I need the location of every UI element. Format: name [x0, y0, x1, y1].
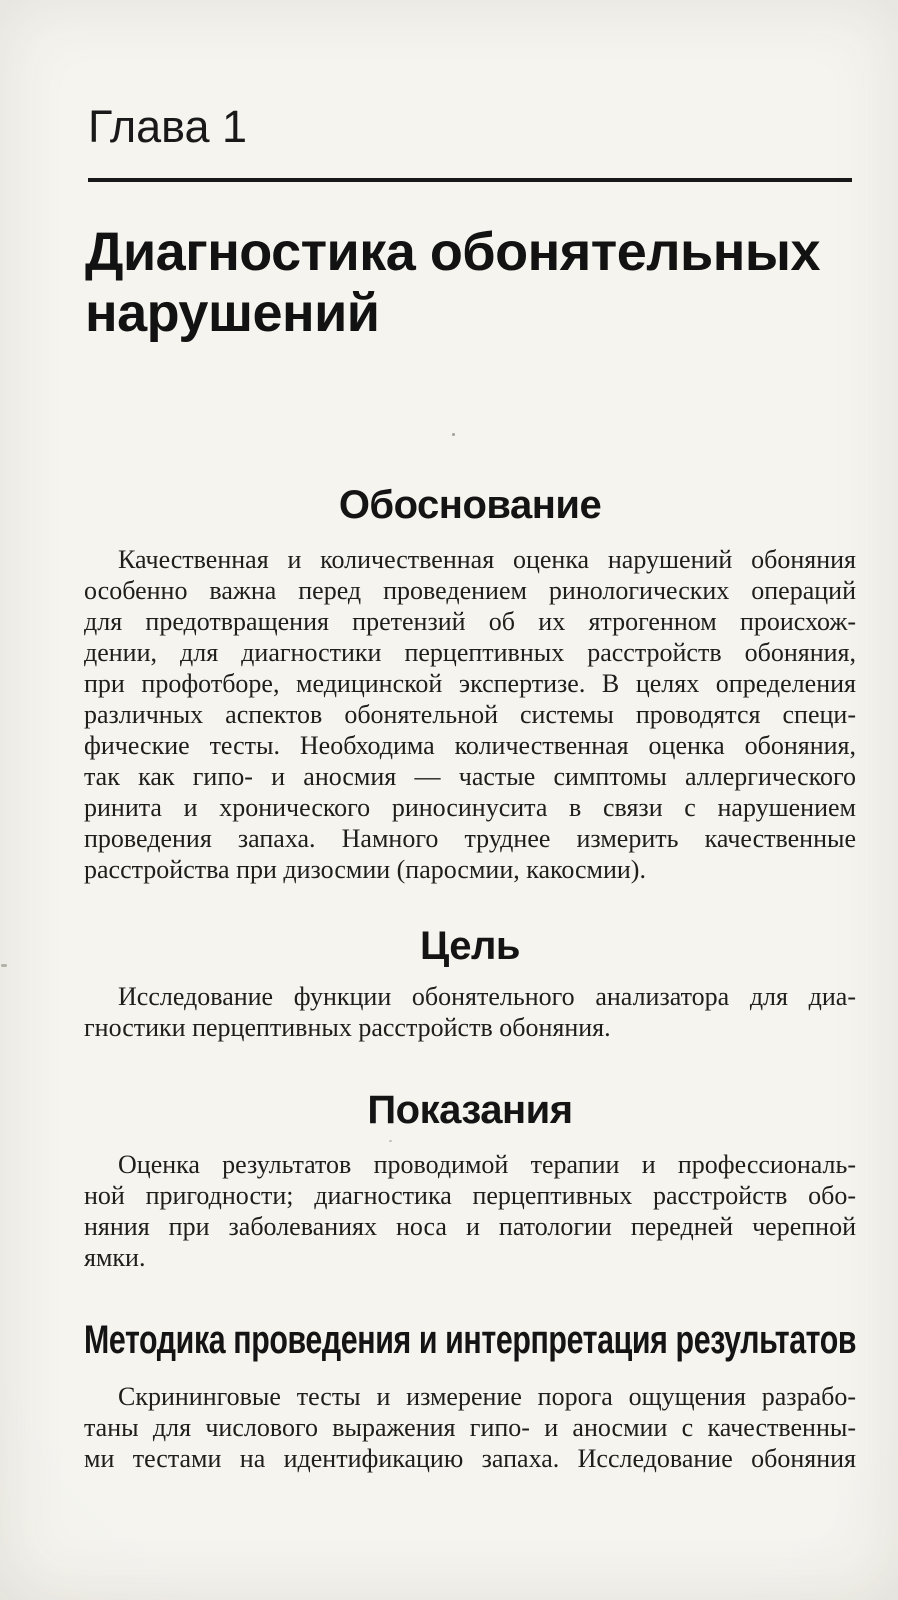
section-method [0, 1317, 898, 1474]
paragraph-method [84, 1381, 856, 1474]
paragraph-goal [84, 981, 856, 1043]
text-line: Исследование функции обонятельного анализатора для диа- [118, 982, 856, 1011]
scan-artifact [1, 964, 7, 967]
text-line: ми тестами на идентификацию запаха. Исследование обоняния [84, 1444, 856, 1473]
section-indications [0, 1087, 898, 1273]
scan-artifact [452, 433, 455, 436]
paragraph-indications [84, 1149, 856, 1273]
chapter-rule [88, 178, 852, 182]
text-line: ринита и хронического риносинусита в связи с нарушением [84, 793, 856, 822]
text-line: Диагностика обонятельных [85, 222, 821, 282]
chapter-label: Глава 1 [88, 101, 248, 152]
text-line: особенно важна перед проведением ринологических операций [84, 576, 856, 605]
text-line: Скрининговые тесты и измерение порога ощущения разрабо- [118, 1382, 856, 1411]
chapter-title [85, 222, 858, 344]
text-line: гностики перцептивных расстройств обоняния. [84, 1013, 611, 1042]
scan-artifact [389, 1140, 392, 1142]
section-heading-indications: Показания [367, 1088, 573, 1132]
text-line: ной пригодности; диагностика перцептивных расстройств обо- [84, 1181, 856, 1210]
section-heading-method [84, 1317, 856, 1363]
text-line: Оценка результатов проводимой терапии и профессиональ- [118, 1150, 856, 1179]
text-line: таны для числового выражения гипо- и аносмии с качественны- [84, 1413, 856, 1442]
text-line: при профотборе, медицинской экспертизе. В целях определения [84, 669, 856, 698]
text-line: дении, для диагностики перцептивных расстройств обоняния, [84, 638, 856, 667]
text-line: проведения запаха. Намного труднее измерить качественные [84, 824, 856, 853]
text-line: так как гипо- и аносмия — частые симптомы аллергического [84, 762, 856, 791]
text-line: фические тесты. Необходима количественная оценка обоняния, [84, 731, 856, 760]
text-line: для предотвращения претензий об их ятрогенном происхож- [84, 607, 856, 636]
text-line: Качественная и количественная оценка нарушений обоняния [118, 545, 856, 574]
section-heading-method-text: Методика проведения и интерпретация результатов [84, 1318, 857, 1362]
section-heading-rationale: Обоснование [338, 483, 602, 527]
section-heading-goal: Цель [420, 924, 520, 968]
text-line: няния при заболеваниях носа и патологии передней черепной [84, 1212, 856, 1241]
section-rationale [0, 482, 898, 885]
paragraph-rationale [84, 544, 856, 885]
section-goal [0, 923, 898, 1043]
text-line: расстройства при дизосмии (паросмии, какосмии). [84, 855, 646, 884]
text-line: нарушений [85, 283, 380, 343]
text-line: различных аспектов обонятельной системы проводятся специ- [84, 700, 856, 729]
text-line: ямки. [84, 1243, 146, 1272]
